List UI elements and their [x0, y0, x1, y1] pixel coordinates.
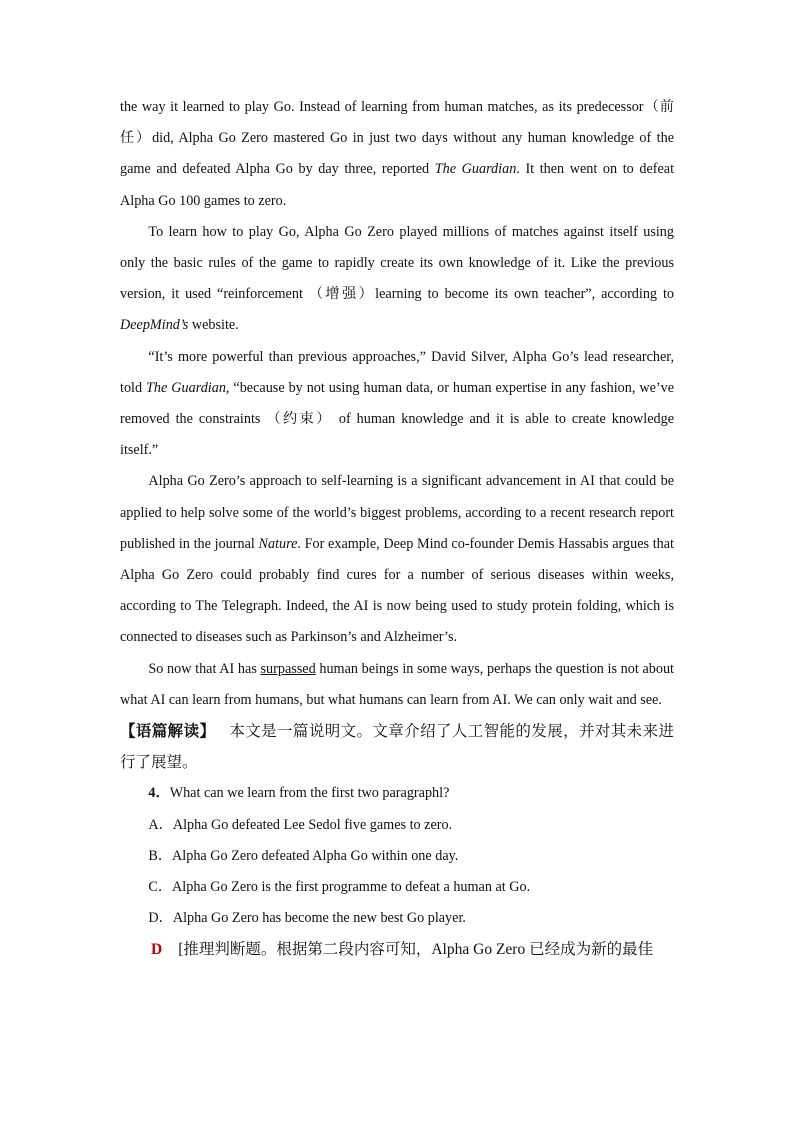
p4-source-title: Nature: [258, 535, 298, 552]
question-number: 4．: [148, 785, 170, 802]
passage-paragraph-5: [120, 654, 674, 716]
passage-paragraph-1: [120, 92, 674, 217]
p2-text-1: To learn how to play Go, Alpha Go Zero played millions of matches against itself using only the basic rules of the game to rapidly create its own knowledge of it. Like the previous version, it used “reinforcement （增强）learning to become its own teacher”, according to: [120, 223, 674, 303]
document-page: [120, 92, 674, 966]
option-b: B．Alpha Go Zero defeated Alpha Go within one day.: [148, 847, 459, 864]
passage-note: [120, 716, 674, 778]
p3-source-title: The Guardian,: [146, 379, 230, 396]
p1-text-1: the way it learned to play Go. Instead of learning from human matches, as its predecessor（前任）did, Alpha Go Zero mastered Go in just two days without any human knowledge of the game and defeated Alpha Go by day three, reported: [120, 99, 674, 178]
p5-text-1: So now that AI has: [148, 660, 261, 677]
p1-text-2: . It then went on to defeat Alpha Go 100 games to zero.: [120, 161, 675, 209]
answer-letter: D: [151, 941, 163, 959]
passage-paragraph-2: [120, 217, 674, 342]
question-stem: [120, 778, 674, 809]
p2-source-title: DeepMind’s: [120, 317, 189, 334]
note-tag: 【语篇解读】: [120, 723, 216, 741]
passage-paragraph-4: [120, 466, 674, 653]
passage-paragraph-3: [120, 342, 674, 467]
p1-source-title: The Guardian: [434, 161, 517, 178]
option-d: D．Alpha Go Zero has become the new best Go player.: [148, 910, 466, 927]
p4-text-1: Alpha Go Zero’s approach to self-learning is a significant advancement in AI that could be applied to help solve some of the world’s biggest problems, according to a recent research report published in the journal: [120, 473, 674, 552]
p4-text-2: . For example, Deep Mind co-founder Demis Hassabis argues that Alpha Go Zero could probably find cures for a number of serious diseases within weeks, according to The Telegraph. Indeed, the AI is now being used to study protein folding, which is connected to diseases such as Parkinson’s and Alzheimer’s.: [120, 535, 674, 646]
p5-underlined-word: surpassed: [260, 660, 316, 677]
explanation-text: [推理判断题。根据第二段内容可知，Alpha Go Zero 已经成为新的最佳: [178, 941, 654, 959]
note-text: 本文是一篇说明文。文章介绍了人工智能的发展，并对其未来进行了展望。: [120, 723, 674, 772]
answer-explanation: [120, 934, 674, 965]
p3-text-2: “because by not using human data, or human expertise in any fashion, we’ve removed the constraints （约束） of human knowledge and it is able to create knowledge itself.”: [120, 379, 674, 459]
p2-text-2: website.: [188, 317, 239, 334]
option-c: C．Alpha Go Zero is the first programme to defeat a human at Go.: [148, 879, 531, 896]
p3-text-1: “It’s more powerful than previous approaches,” David Silver, Alpha Go’s lead researcher, told: [120, 348, 674, 396]
question-text: What can we learn from the first two paragraphl?: [169, 785, 450, 802]
option-a: A．Alpha Go defeated Lee Sedol five games to zero.: [148, 816, 453, 833]
p5-text-2: human beings in some ways, perhaps the question is not about what AI can learn from humans, but what humans can learn from AI. We can only wait and see.: [120, 660, 674, 708]
